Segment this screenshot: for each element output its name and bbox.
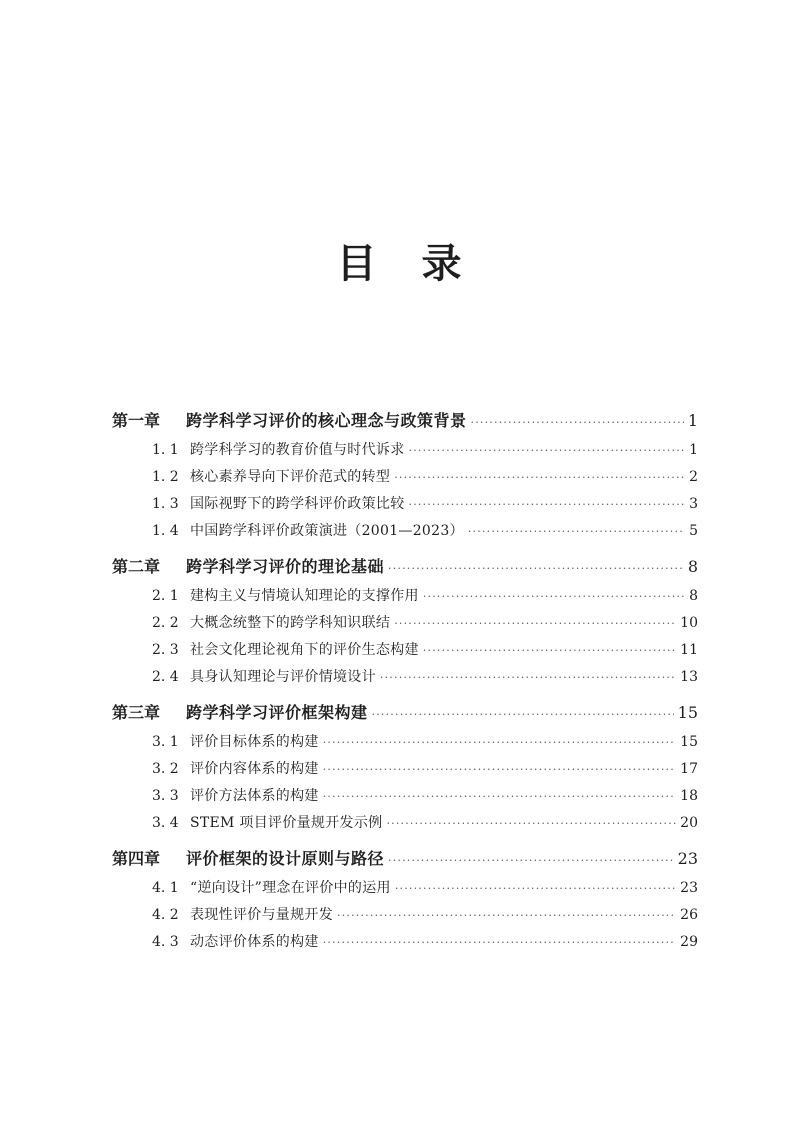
toc-entry-section[interactable]	[112, 810, 698, 837]
section-title: 动态评价体系的构建	[190, 934, 319, 950]
section-number: 3. 1	[152, 734, 179, 750]
section-number: 3. 3	[152, 788, 179, 804]
leader-dots	[409, 491, 686, 518]
chapter-3	[112, 696, 698, 837]
page-number: 8	[689, 588, 698, 604]
chapter-2	[112, 550, 698, 691]
chapter-number: 第二章	[112, 557, 161, 576]
page-number: 1	[687, 411, 698, 430]
toc-entry-section[interactable]	[112, 491, 698, 518]
toc-entry-section[interactable]	[112, 637, 698, 664]
page-title-char-1: 目	[336, 240, 378, 287]
leader-dots	[323, 929, 676, 956]
chapter-title: 跨学科学习评价的理论基础	[186, 557, 385, 576]
section-number: 2. 2	[152, 615, 179, 631]
page-number: 15	[680, 734, 698, 750]
section-title: STEM 项目评价量规开发示例	[190, 815, 383, 831]
section-title: 社会文化理论视角下的评价生态构建	[190, 642, 419, 658]
page-number: 8	[687, 557, 698, 576]
chapter-title: 跨学科学习评价的核心理念与政策背景	[186, 411, 467, 430]
page-number: 18	[680, 788, 698, 804]
leader-dots	[471, 406, 684, 439]
chapter-title: 评价框架的设计原则与路径	[186, 849, 385, 868]
chapter-number: 第一章	[112, 411, 161, 430]
section-number: 4. 3	[152, 934, 179, 950]
section-title: 中国跨学科评价政策演进（2001—2023）	[190, 523, 464, 539]
page-number: 26	[680, 907, 698, 923]
leader-dots	[394, 610, 676, 637]
page-number: 3	[689, 496, 698, 512]
section-title: 表现性评价与量规开发	[190, 907, 333, 923]
toc-entry-section[interactable]	[112, 783, 698, 810]
leader-dots	[380, 664, 676, 691]
section-number: 2. 3	[152, 642, 179, 658]
page-number: 5	[689, 523, 698, 539]
toc-entry-section[interactable]	[112, 664, 698, 691]
page-number: 1	[689, 442, 698, 458]
leader-dots	[423, 637, 676, 664]
leader-dots	[323, 756, 676, 783]
toc-entry-section[interactable]	[112, 729, 698, 756]
page-number: 23	[677, 849, 698, 868]
section-number: 3. 2	[152, 761, 179, 777]
section-number: 4. 2	[152, 907, 179, 923]
section-title: 评价方法体系的构建	[190, 788, 319, 804]
leader-dots	[337, 902, 676, 929]
leader-dots	[423, 583, 685, 610]
toc-entry-section[interactable]	[112, 756, 698, 783]
leader-dots	[395, 875, 676, 902]
section-number: 2. 4	[152, 669, 179, 685]
toc-entry-chapter[interactable]	[112, 696, 698, 729]
page-number: 2	[689, 469, 698, 485]
section-title: 具身认知理论与评价情境设计	[190, 669, 376, 685]
page-number: 11	[680, 642, 698, 658]
toc-entry-chapter[interactable]	[112, 842, 698, 875]
section-title: 评价目标体系的构建	[190, 734, 319, 750]
chapter-number: 第四章	[112, 849, 161, 868]
section-number: 4. 1	[152, 880, 179, 896]
section-title: “逆向设计”理念在评价中的运用	[190, 880, 391, 896]
section-title: 评价内容体系的构建	[190, 761, 319, 777]
page-number: 20	[680, 815, 698, 831]
section-number: 1. 3	[152, 496, 179, 512]
section-number: 2. 1	[152, 588, 179, 604]
leader-dots	[372, 698, 674, 731]
chapter-number: 第三章	[112, 703, 161, 722]
page-number: 13	[680, 669, 698, 685]
toc-entry-section[interactable]	[112, 610, 698, 637]
page-number: 17	[680, 761, 698, 777]
leader-dots	[409, 437, 686, 464]
leader-dots	[468, 518, 685, 545]
section-number: 3. 4	[152, 815, 179, 831]
leader-dots	[323, 783, 676, 810]
toc-entry-section[interactable]	[112, 583, 698, 610]
leader-dots	[388, 552, 684, 585]
leader-dots	[394, 464, 685, 491]
section-number: 1. 4	[152, 523, 179, 539]
chapter-title: 跨学科学习评价框架构建	[186, 703, 368, 722]
page-title-char-2: 录	[421, 240, 463, 287]
table-of-contents	[112, 404, 698, 961]
toc-entry-section[interactable]	[112, 518, 698, 545]
section-number: 1. 1	[152, 442, 179, 458]
chapter-1	[112, 404, 698, 545]
section-title: 建构主义与情境认知理论的支撑作用	[190, 588, 419, 604]
page-number: 15	[677, 703, 698, 722]
page-number: 23	[680, 880, 698, 896]
section-number: 1. 2	[152, 469, 179, 485]
page-title	[0, 238, 799, 290]
toc-entry-section[interactable]	[112, 464, 698, 491]
toc-entry-chapter[interactable]	[112, 550, 698, 583]
toc-entry-section[interactable]	[112, 875, 698, 902]
page-number: 29	[680, 934, 698, 950]
toc-entry-section[interactable]	[112, 902, 698, 929]
section-title: 大概念统整下的跨学科知识联结	[190, 615, 391, 631]
leader-dots	[388, 844, 674, 877]
section-title: 跨学科学习的教育价值与时代诉求	[190, 442, 405, 458]
section-title: 核心素养导向下评价范式的转型	[190, 469, 391, 485]
leader-dots	[323, 729, 676, 756]
toc-entry-section[interactable]	[112, 929, 698, 956]
leader-dots	[386, 810, 676, 837]
toc-entry-chapter[interactable]	[112, 404, 698, 437]
section-title: 国际视野下的跨学科评价政策比较	[190, 496, 405, 512]
chapter-4	[112, 842, 698, 956]
toc-entry-section[interactable]	[112, 437, 698, 464]
page-number: 10	[680, 615, 698, 631]
